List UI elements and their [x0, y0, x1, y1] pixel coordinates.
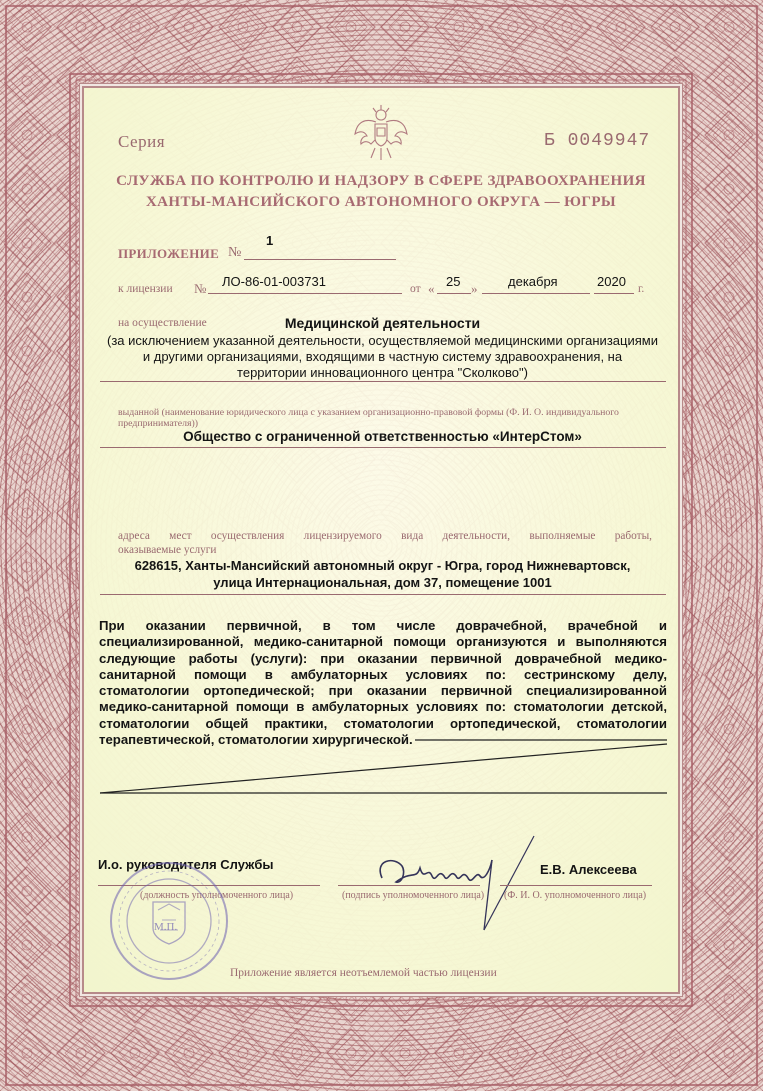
issued-to-label-line2: предпринимателя)): [118, 418, 198, 429]
license-quote-close: »: [471, 281, 478, 296]
address-label-line2: оказываемые услуги: [118, 544, 217, 556]
footer-note: Приложение является неотъемлемой частью лицензии: [230, 967, 497, 979]
address-line2: улица Интернациональная, дом 37, помещение 1001: [213, 575, 552, 590]
coat-of-arms-icon: [353, 104, 409, 162]
activity-note-line3: территории инновационного центра "Сколково"): [237, 365, 528, 380]
license-number: ЛО-86-01-003731: [222, 274, 326, 289]
signature-line: [338, 885, 480, 886]
activity-title: Медицинской деятельности: [284, 315, 481, 331]
services-text: [99, 618, 667, 748]
activity-note-line1: (за исключением указанной деятельности, осуществляемой медицинскими организациями: [107, 333, 658, 348]
license-number-line: [208, 293, 402, 294]
series-number: Б 0049947: [544, 131, 651, 151]
name-caption: (Ф. И. О. уполномоченного лица): [504, 890, 647, 901]
position-caption: (должность уполномоченного лица): [140, 890, 294, 901]
services-line: специализированной, медико-санитарной помощи организуются и выполняются: [99, 634, 667, 650]
activity-label: на осуществление: [118, 317, 207, 329]
services-line: стоматологии ортопедической; при оказании первичной специализированной: [99, 683, 667, 699]
signature-caption: (подпись уполномоченного лица): [342, 890, 485, 901]
issued-to-line: [100, 447, 666, 448]
activity-note-line2: и другими организациями, входящими в частную систему здравоохранения, на: [142, 349, 623, 364]
stamp-mp-label: М.П.: [154, 921, 178, 933]
name-line: [500, 885, 652, 886]
license-number-sign: №: [194, 281, 207, 296]
address-line1: 628615, Ханты-Мансийский автономный округ - Югра, город Нижневартовск,: [134, 558, 631, 573]
issued-to-name: Общество с ограниченной ответственностью «ИнтерСтом»: [183, 429, 582, 444]
license-label: к лицензии: [118, 283, 173, 295]
services-line: санитарной помощи в амбулаторных условиях по: сестринскому делу,: [99, 666, 667, 682]
license-day: 25: [446, 274, 461, 289]
license-day-line: [437, 293, 471, 294]
issued-to-label-line1: выданной (наименование юридического лица с указанием организационно-правовой формы (Ф. И. О. индивидуального: [118, 407, 619, 418]
services-strike-lines: [95, 736, 675, 798]
appendix-number: 1: [266, 233, 274, 248]
appendix-label: ПРИЛОЖЕНИЕ: [118, 246, 220, 261]
license-month: декабря: [508, 274, 558, 289]
signatory-name: Е.В. Алексеева: [540, 862, 637, 877]
appendix-number-line: [244, 259, 396, 260]
license-month-line: [482, 293, 590, 294]
services-line: терапевтической, стоматологии хирургической.: [99, 732, 413, 748]
license-year-line: [594, 293, 634, 294]
series-label: Серия: [118, 132, 166, 151]
license-from-label: от: [410, 283, 421, 295]
authority-name-line2: ХАНТЫ-МАНСИЙСКОГО АВТОНОМНОГО ОКРУГА — ЮГРЫ: [145, 194, 617, 210]
license-year: 2020: [597, 274, 626, 289]
address-label-line1: адреса мест осуществления лицензируемого вида деятельности, выполняемые работы,: [118, 530, 652, 542]
license-quote-open: «: [428, 281, 435, 296]
signatory-position: И.о. руководителя Службы: [98, 857, 274, 872]
authority-name-line1: СЛУЖБА ПО КОНТРОЛЮ И НАДЗОРУ В СФЕРЕ ЗДРАВООХРАНЕНИЯ: [116, 173, 646, 189]
services-line: При оказании первичной, в том числе доврачебной, врачебной и: [99, 618, 667, 633]
appendix-number-sign: №: [228, 245, 242, 260]
services-line: медико-санитарной помощи в амбулаторных условиях по: стоматологии детской,: [99, 699, 667, 715]
activity-line: [100, 381, 666, 382]
address-line: [100, 594, 666, 595]
license-year-suffix: г.: [638, 283, 645, 295]
services-line: стоматологии общей практики, стоматологии ортопедической, стоматологии: [99, 715, 667, 731]
services-line: следующие работы (услуги): при оказании первичной доврачебной медико-: [99, 650, 667, 666]
